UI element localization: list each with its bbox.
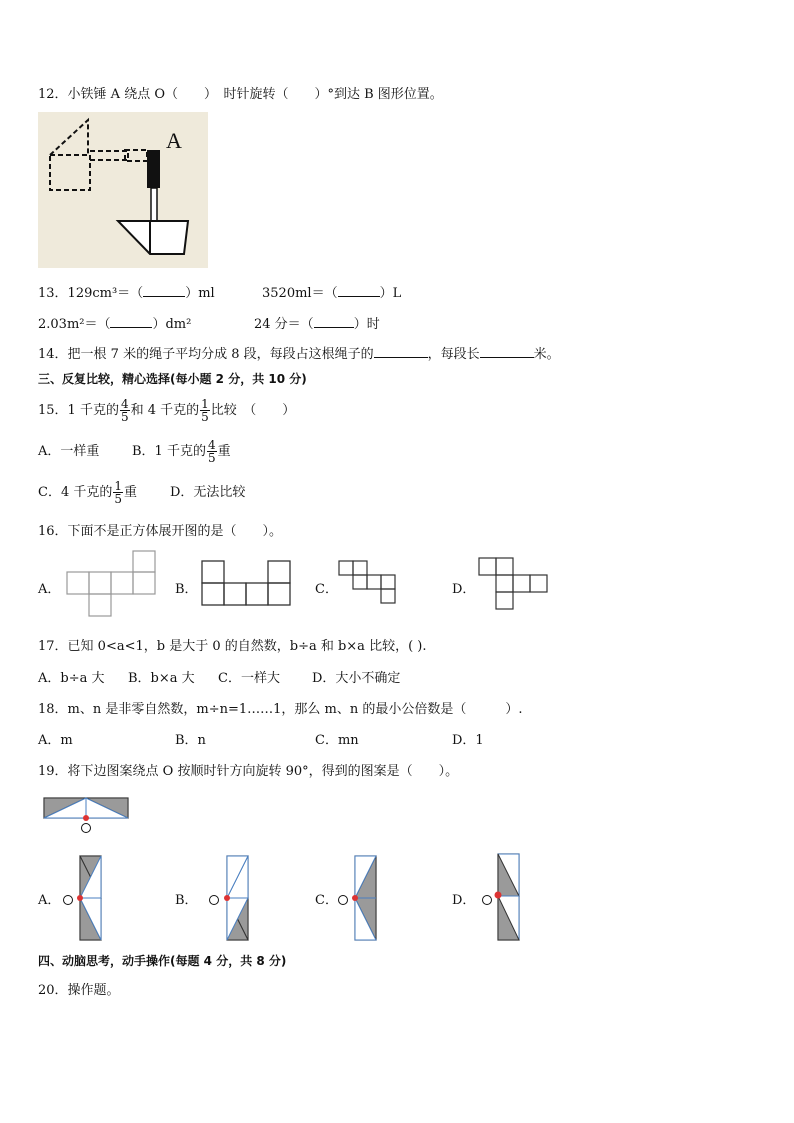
q19-option-a-pattern: [60, 855, 105, 943]
q15-option-a[interactable]: A．一样重: [38, 444, 100, 459]
q13-c-blank[interactable]: [110, 327, 152, 328]
q13-line2b: [254, 313, 380, 332]
q14-blank-2[interactable]: [480, 357, 534, 358]
q16-label-b[interactable]: B．: [175, 582, 198, 597]
q13-b-pre: 3520ml＝（: [262, 286, 338, 301]
q19-option-d-pattern: [476, 853, 524, 943]
q19-label-c[interactable]: C．: [315, 893, 338, 908]
q15-frac-2: $\frac{1}{5}$: [201, 397, 209, 424]
q18-option-b[interactable]: B．n: [175, 733, 206, 748]
q13-line2: [38, 313, 191, 332]
q15-option-c[interactable]: C．4 千克的 $\frac{1}{5}$ 重: [38, 479, 138, 506]
q20-text: 20．操作题。: [38, 983, 120, 998]
q16-label-a[interactable]: A．: [38, 582, 61, 597]
q19-option-b-pattern: [205, 855, 250, 943]
q15-frac-1: $\frac{4}{5}$: [120, 397, 129, 424]
q14-post: 米。: [533, 347, 560, 362]
q19-option-c-pattern: [334, 855, 379, 943]
q16-text: 16．下面不是正方体展开图的是（ ）。: [38, 524, 283, 539]
q15-option-d[interactable]: D．无法比较: [170, 485, 246, 500]
q16-net-c: [339, 561, 399, 609]
q19-label-d[interactable]: D．: [452, 893, 476, 908]
q13-c-pre: 2.03m²＝（: [38, 317, 111, 332]
hammer-label-a: A: [166, 128, 182, 153]
q15-option-b[interactable]: B．1 千克的 $\frac{4}{5}$ 重: [132, 438, 231, 465]
q16-label-d[interactable]: D．: [452, 582, 476, 597]
q19-label-b[interactable]: B．: [175, 893, 198, 908]
q14-pre: 14．把一根 7 米的绳子平均分成 8 段，每段占这根绳子的: [38, 347, 374, 362]
q15-p3: 比较 （ ）: [210, 403, 296, 418]
q12-hammer-figure: [38, 112, 208, 268]
q19-text: 19．将下边图案绕点 O 按顺时针方向旋转 90°，得到的图案是（ ）。: [38, 764, 459, 779]
q18-option-a[interactable]: A．m: [38, 733, 73, 748]
q13-d-pre: 24 分＝（: [254, 317, 314, 332]
q13-a-pre: 13．129cm³＝（: [38, 286, 144, 301]
q17-option-b[interactable]: B．b×a 大: [128, 671, 195, 686]
q14: [38, 343, 560, 362]
q16-net-b: [202, 561, 294, 609]
q16-net-d: [479, 558, 553, 614]
section3-heading: 三、反复比较，精心选择(每小题 2 分，共 10 分): [38, 372, 307, 386]
q15-p2: 和 4 千克的: [130, 403, 200, 418]
q19-label-a[interactable]: A．: [38, 893, 61, 908]
q16-net-a: [67, 551, 157, 619]
q15-p1: 15．1 千克的: [38, 403, 119, 418]
q13-line1: [38, 282, 215, 301]
q19-original-pattern: [43, 797, 131, 835]
q16-label-c[interactable]: C．: [315, 582, 338, 597]
q14-mid: ，每段长: [427, 347, 480, 362]
q18-option-c[interactable]: C．mn: [315, 733, 359, 748]
q14-blank-1[interactable]: [374, 357, 428, 358]
q13-b-post: ）L: [379, 286, 402, 301]
q13-b-blank[interactable]: [338, 296, 380, 297]
q17-option-c[interactable]: C．一样大: [218, 671, 280, 686]
q13-c-post: ）dm²: [152, 317, 192, 332]
q12-text: 12．小铁锤 A 绕点 O（ ） 时针旋转（ ）°到达 B 图形位置。: [38, 87, 443, 102]
q17-option-d[interactable]: D．大小不确定: [312, 671, 401, 686]
q13-d-post: ）时: [353, 317, 380, 332]
q17-text: 17．已知 0<a<1，b 是大于 0 的自然数，b÷a 和 b×a 比较，( ).: [38, 639, 427, 654]
q15-stem: [38, 396, 295, 426]
q13-d-blank[interactable]: [314, 327, 354, 328]
q18-option-d[interactable]: D．1: [452, 733, 484, 748]
q13-a-post: ）ml: [185, 286, 215, 301]
section4-heading: 四、动脑思考，动手操作(每题 4 分，共 8 分): [38, 954, 287, 968]
q18-text: 18．m、n 是非零自然数，m÷n=1……1，那么 m、n 的最小公倍数是（ ）.: [38, 702, 523, 717]
q13-a-blank[interactable]: [143, 296, 185, 297]
q13-line1b: [262, 282, 401, 301]
q17-option-a[interactable]: A．b÷a 大: [38, 671, 105, 686]
